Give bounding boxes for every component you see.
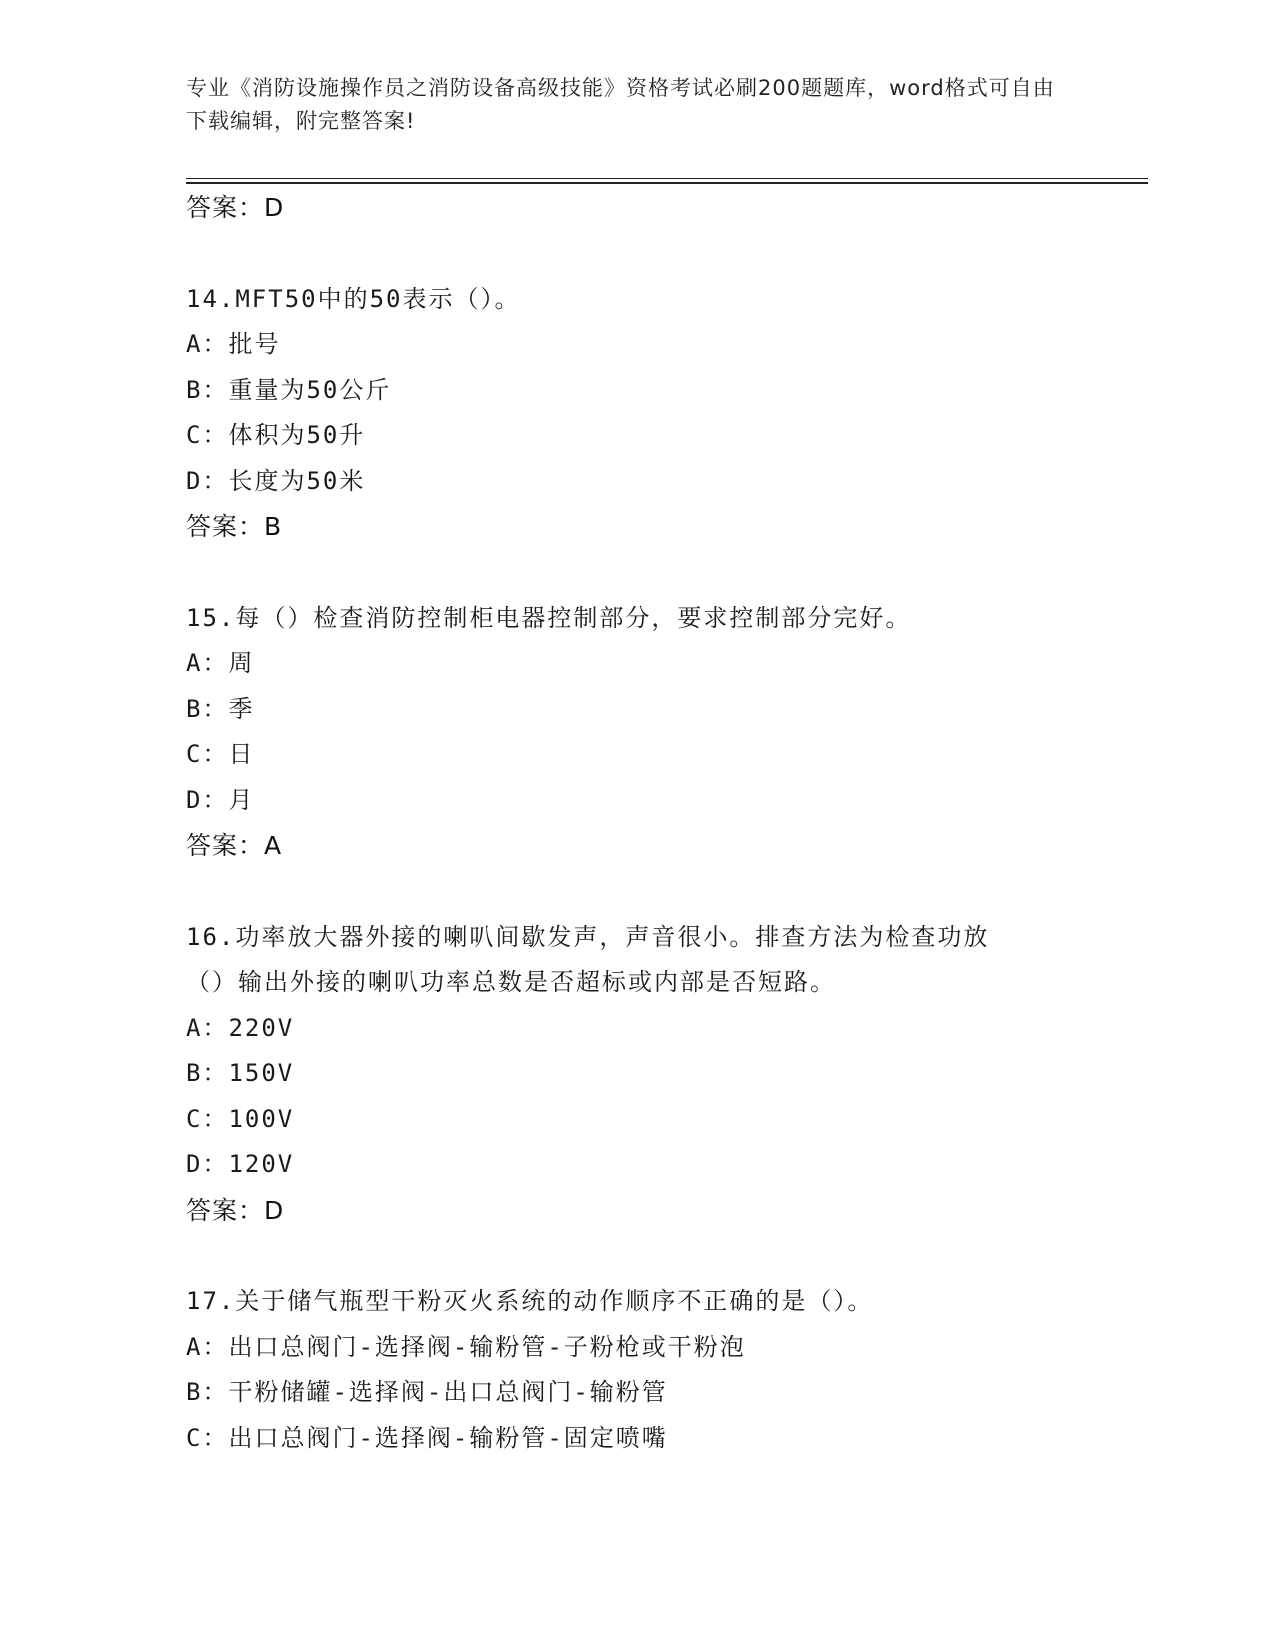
question-17 [186,1279,1086,1461]
option-b: B：干粉储罐-选择阀-出口总阀门-输粉管 [186,1378,668,1406]
spacer [186,1233,1086,1279]
answer: 答案：B [186,512,283,541]
previous-answer: 答案：D [186,193,285,222]
question-14 [186,277,1086,550]
document-header: 专业《消防设施操作员之消防设备高级技能》资格考试必刷200题题库，word格式可自由下载编辑，附完整答案! [186,76,1055,133]
spacer [186,869,1086,915]
answer: 答案：D [186,1195,285,1225]
answer: 答案：A [186,831,283,860]
option-b: B：重量为50公斤 [186,375,392,404]
spacer [186,231,1086,277]
option-a: A：批号 [186,330,281,358]
option-a: A：周 [186,649,255,677]
option-a: A：220V [186,1013,295,1042]
question-16 [186,915,1086,1234]
question-stem-line-2: （）输出外接的喇叭功率总数是否超标或内部是否短路。 [186,968,836,996]
question-stem: 15.每（）检查消防控制柜电器控制部分，要求控制部分完好。 [186,603,912,632]
spacer [186,550,1086,596]
option-d: D：长度为50米 [186,466,366,495]
option-a: A：出口总阀门-选择阀-输粉管-子粉枪或干粉泡 [186,1332,746,1361]
option-b: B：季 [186,694,255,723]
option-d: D：120V [186,1150,295,1178]
option-c: C：体积为50升 [186,421,366,449]
question-list [186,185,1086,1461]
option-b: B：150V [186,1059,295,1087]
question-stem-line-1: 16.功率放大器外接的喇叭间歇发声，声音很小。排查方法为检查功放 [186,922,990,951]
question-stem: 17.关于储气瓶型干粉灭火系统的动作顺序不正确的是（）。 [186,1287,874,1315]
option-c: C：100V [186,1104,295,1133]
question-stem: 14.MFT50中的50表示（）。 [186,284,521,313]
header-divider-thick [186,182,1148,184]
option-c: C：出口总阀门-选择阀-输粉管-固定喷嘴 [186,1423,668,1452]
option-c: C：日 [186,740,255,768]
option-d: D：月 [186,785,255,814]
question-15 [186,596,1086,869]
header-divider-thin [186,178,1148,179]
